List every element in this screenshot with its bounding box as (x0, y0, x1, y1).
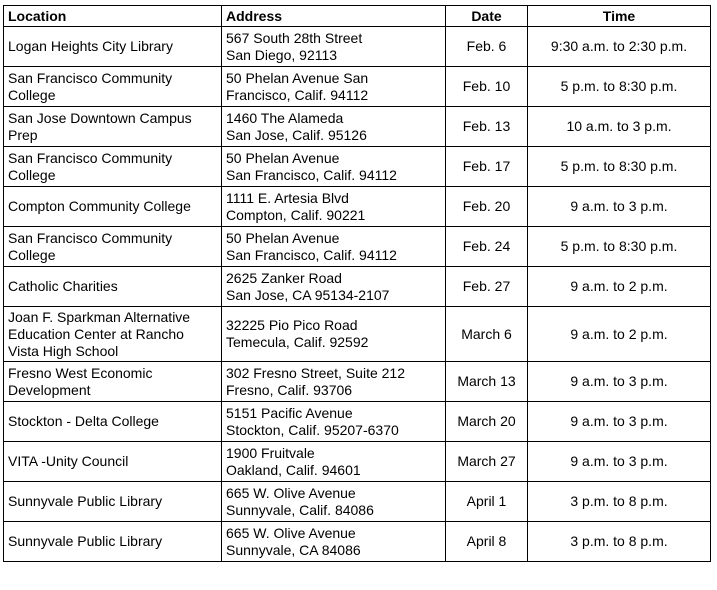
location-cell: Fresno West Economic Development (4, 362, 222, 402)
address-line-1: 50 Phelan Avenue San (226, 69, 369, 86)
date-cell: Feb. 6 (446, 27, 528, 67)
address-line-1: 1111 E. Artesia Blvd (226, 189, 349, 206)
column-header-location: Location (4, 6, 222, 27)
location-cell: Sunnyvale Public Library (4, 482, 222, 522)
time-cell: 9 a.m. to 2 p.m. (528, 307, 711, 362)
address-cell (222, 482, 446, 522)
address-line-2: San Diego, 92113 (226, 46, 338, 63)
location-cell: Catholic Charities (4, 267, 222, 307)
table-row (4, 27, 711, 67)
address-line-1: 665 W. Olive Avenue (226, 524, 356, 541)
date-cell: Feb. 10 (446, 67, 528, 107)
address-line-1: 5151 Pacific Avenue (226, 404, 353, 421)
address-cell (222, 402, 446, 442)
address-line-1: 1900 Fruitvale (226, 444, 315, 461)
date-cell: Feb. 20 (446, 187, 528, 227)
table-row (4, 267, 711, 307)
location-cell: Joan F. Sparkman Alternative Education Center at Rancho Vista High School (4, 307, 222, 362)
time-cell: 9 a.m. to 3 p.m. (528, 187, 711, 227)
address-cell (222, 307, 446, 362)
address-line-1: 665 W. Olive Avenue (226, 484, 356, 501)
address-line-2: Sunnyvale, CA 84086 (226, 541, 361, 558)
time-cell: 9:30 a.m. to 2:30 p.m. (528, 27, 711, 67)
location-cell: San Jose Downtown Campus Prep (4, 107, 222, 147)
column-header-address: Address (222, 6, 446, 27)
time-cell: 9 a.m. to 3 p.m. (528, 362, 711, 402)
location-cell: VITA -Unity Council (4, 442, 222, 482)
address-line-2: Stockton, Calif. 95207-6370 (226, 421, 399, 438)
address-cell (222, 67, 446, 107)
address-cell (222, 227, 446, 267)
table-row (4, 442, 711, 482)
address-line-1: 1460 The Alameda (226, 109, 344, 126)
column-header-time: Time (528, 6, 711, 27)
table-row (4, 227, 711, 267)
address-cell (222, 27, 446, 67)
address-line-1: 50 Phelan Avenue (226, 149, 340, 166)
address-cell (222, 362, 446, 402)
location-cell: Logan Heights City Library (4, 27, 222, 67)
address-line-2: Francisco, Calif. 94112 (226, 86, 369, 103)
address-line-2: Temecula, Calif. 92592 (226, 334, 369, 350)
address-cell (222, 107, 446, 147)
address-line-2: San Jose, Calif. 95126 (226, 126, 367, 143)
column-header-date: Date (446, 6, 528, 27)
date-cell: April 8 (446, 522, 528, 562)
date-cell: March 13 (446, 362, 528, 402)
address-cell (222, 442, 446, 482)
address-cell (222, 267, 446, 307)
location-cell: San Francisco Community College (4, 147, 222, 187)
location-cell: Compton Community College (4, 187, 222, 227)
time-cell: 10 a.m. to 3 p.m. (528, 107, 711, 147)
table-row (4, 67, 711, 107)
table-row (4, 402, 711, 442)
address-cell (222, 147, 446, 187)
date-cell: March 6 (446, 307, 528, 362)
date-cell: March 20 (446, 402, 528, 442)
table-row (4, 307, 711, 362)
address-line-2: San Francisco, Calif. 94112 (226, 166, 397, 183)
table-row (4, 482, 711, 522)
table-row (4, 107, 711, 147)
header-row (4, 6, 711, 27)
address-line-1: 567 South 28th Street (226, 29, 363, 46)
location-cell: Sunnyvale Public Library (4, 522, 222, 562)
table-row (4, 522, 711, 562)
address-line-1: 32225 Pio Pico Road (226, 317, 358, 333)
time-cell: 3 p.m. to 8 p.m. (528, 482, 711, 522)
address-line-2: Fresno, Calif. 93706 (226, 381, 353, 398)
time-cell: 5 p.m. to 8:30 p.m. (528, 67, 711, 107)
time-cell: 5 p.m. to 8:30 p.m. (528, 227, 711, 267)
address-line-2: Compton, Calif. 90221 (226, 206, 366, 223)
date-cell: April 1 (446, 482, 528, 522)
location-cell: San Francisco Community College (4, 67, 222, 107)
time-cell: 9 a.m. to 3 p.m. (528, 442, 711, 482)
address-line-2: San Francisco, Calif. 94112 (226, 246, 397, 263)
location-cell: Stockton - Delta College (4, 402, 222, 442)
date-cell: Feb. 17 (446, 147, 528, 187)
time-cell: 9 a.m. to 2 p.m. (528, 267, 711, 307)
schedule-table (3, 5, 711, 562)
address-line-2: Sunnyvale, Calif. 84086 (226, 501, 374, 518)
address-line-1: 50 Phelan Avenue (226, 229, 340, 246)
address-line-2: Oakland, Calif. 94601 (226, 461, 361, 478)
date-cell: Feb. 27 (446, 267, 528, 307)
date-cell: Feb. 24 (446, 227, 528, 267)
date-cell: Feb. 13 (446, 107, 528, 147)
address-line-1: 2625 Zanker Road (226, 269, 342, 286)
date-cell: March 27 (446, 442, 528, 482)
time-cell: 5 p.m. to 8:30 p.m. (528, 147, 711, 187)
table-row (4, 147, 711, 187)
address-cell (222, 187, 446, 227)
address-line-1: 302 Fresno Street, Suite 212 (226, 364, 405, 381)
address-line-2: San Jose, CA 95134-2107 (226, 286, 390, 303)
location-cell: San Francisco Community College (4, 227, 222, 267)
table-row (4, 187, 711, 227)
time-cell: 9 a.m. to 3 p.m. (528, 402, 711, 442)
table-row (4, 362, 711, 402)
address-cell (222, 522, 446, 562)
time-cell: 3 p.m. to 8 p.m. (528, 522, 711, 562)
